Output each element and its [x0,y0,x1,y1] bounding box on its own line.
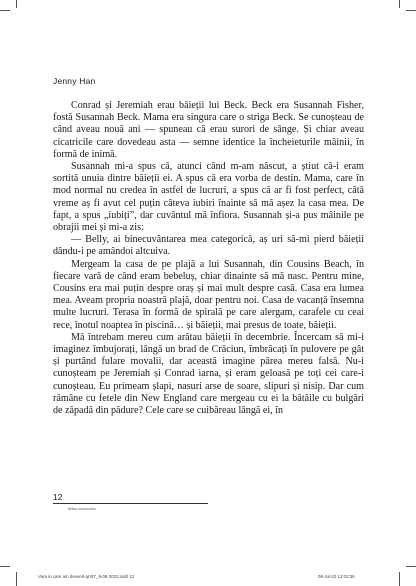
crop-mark [399,572,400,586]
paragraph: Susannah mi-a spus că, atunci când m-am născut, a știut că-i eram sortită unuia dintre băieții ei. A spus că era vorba de destin. Mama, care în mod normal nu credea în astfel de lucruri, a spus că ar fi fost perfect, câtă vreme aș fi avut cel puțin câteva iubiri înainte să mă așez la casa mea. De fapt, a spus „iubiți”, dar cuvântul mă înfiora. Susannah și-a pus mâinile pe obrajii mei și mi-a zis: [53,161,364,234]
body-text [53,100,364,417]
crop-mark [0,566,10,567]
crop-mark [406,10,416,11]
crop-mark [406,566,416,567]
crop-mark [16,572,17,586]
crop-mark [16,0,17,8]
printer-slug-file: Vara in care am devenit-ąt BT_8-08-2022.indd 12 [38,574,135,579]
footer-imprint: fiction connection [68,507,96,511]
paragraph: — Belly, ai binecuvântarea mea categorică, aș uri să-mi pierd băieții dându-i pe amândoi altcuiva. [53,234,364,258]
crop-mark [399,0,400,8]
paragraph: Conrad și Jeremiah erau băieții lui Beck. Beck era Susannah Fisher, fostă Susannah Beck. Mama era singura care o striga Beck. Se cunoșteau de când aveau nouă ani — spuneau că erau surori de sânge. Și chiar aveau cicatricile care dovedeau asta — semne identice la încheieturile mâinii, în formă de inimă. [53,100,364,160]
page-number: 12 [53,492,63,502]
printer-slug-timestamp: 08-Jul-22 12:02:36 [318,574,355,579]
footer-rule [53,503,208,504]
crop-mark [0,10,10,11]
paragraph: Mă întrebam mereu cum arătau băieții în decembrie. Încercam să mi-i imaginez îmbujorați, lângă un brad de Crăciun, îmbrăcați în pulovere pe gât și purtând fulare movalii, dar această imagine părea mereu falsă. Nu-i cunoșteam pe Jeremiah și Conrad iarna, și eram geloasă pe toți cei care-i cunoșteau. Eu primeam șlapi, nasuri arse de soare, slipuri și nisip. Dar cum rămâne cu fetele din New England care mergeau cu ei la bătăile cu bulgări de zăpadă din pădure? Cele care se cuibăreau lângă ei, în [53,331,364,417]
running-head: Jenny Han [53,76,96,86]
paragraph: Mergeam la casa de pe plajă a lui Susannah, din Cousins Beach, în fiecare vară de când eram bebeluș, chiar dinainte să mă nasc. Pentru mine, Cousins era mai puțin despre oraș și mai mult despre casă. Casa era lumea mea. Aveam propria noastră plajă, doar pentru noi. Casa de vacanță însemna multe lucruri. Terasa în formă de spirală pe care alergam, carafele cu ceai rece, înotul noaptea în piscină… și băieții, mai presus de toate, băieții. [53,258,364,331]
